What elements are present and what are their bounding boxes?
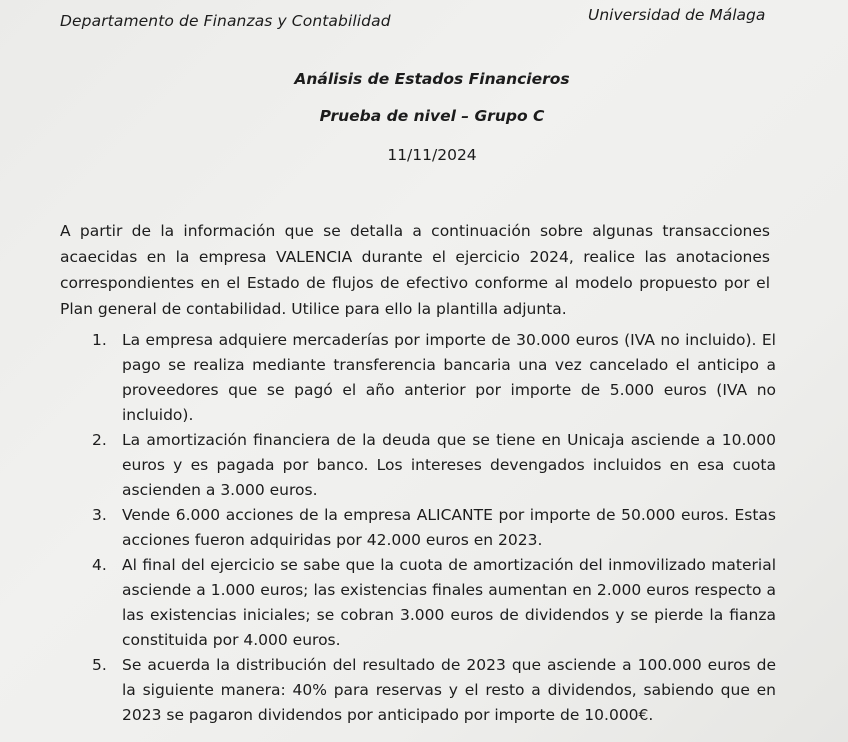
item-text: La empresa adquiere mercaderías por importe de 30.000 euros (IVA no incluido). El pago se realiza mediante transferencia bancaria una vez cancelado el anticipo a proveedores que se pagó el año anterior por importe de 5.000 euros (IVA no incluido).	[122, 331, 776, 424]
document-date: 11/11/2024	[387, 146, 477, 164]
intro-paragraph: A partir de la información que se detalla a continuación sobre algunas transacciones acaecidas en la empresa VALENCIA durante el ejercicio 2024, realice las anotaciones correspondientes en el Estado de flujos de efectivo conforme al modelo propuesto por el Plan general de contabilidad. Utilice para ello la plantilla adjunta.	[60, 222, 770, 318]
item-number: 4.	[92, 556, 107, 574]
list-item	[60, 503, 776, 553]
department-header: Departamento de Finanzas y Contabilidad	[60, 12, 391, 30]
list-item	[60, 653, 776, 728]
item-text: Vende 6.000 acciones de la empresa ALICANTE por importe de 50.000 euros. Estas acciones fueron adquiridas por 42.000 euros en 2023.	[122, 506, 776, 549]
document-subtitle: Prueba de nivel – Grupo C	[319, 107, 545, 125]
university-header: Universidad de Málaga	[588, 6, 766, 24]
list-item	[60, 328, 776, 428]
list-item	[60, 428, 776, 503]
list-item	[60, 553, 776, 653]
item-number: 2.	[92, 431, 107, 449]
transactions-list	[60, 328, 776, 728]
item-number: 1.	[92, 331, 107, 349]
item-text: Se acuerda la distribución del resultado de 2023 que asciende a 100.000 euros de la siguiente manera: 40% para reservas y el resto a dividendos, sabiendo que en 2023 se pagaron dividendos por anticipado por importe de 10.000€.	[122, 656, 776, 724]
item-number: 5.	[92, 656, 107, 674]
document-title: Análisis de Estados Financieros	[294, 70, 570, 88]
item-text: La amortización financiera de la deuda que se tiene en Unicaja asciende a 10.000 euros y es pagada por banco. Los intereses devengados incluidos en esa cuota ascienden a 3.000 euros.	[122, 431, 776, 499]
item-text: Al final del ejercicio se sabe que la cuota de amortización del inmovilizado material asciende a 1.000 euros; las existencias finales aumentan en 2.000 euros respecto a las existencias iniciales; se cobran 3.000 euros de dividendos y se pierde la fianza constituida por 4.000 euros.	[122, 556, 776, 649]
item-number: 3.	[92, 506, 107, 524]
